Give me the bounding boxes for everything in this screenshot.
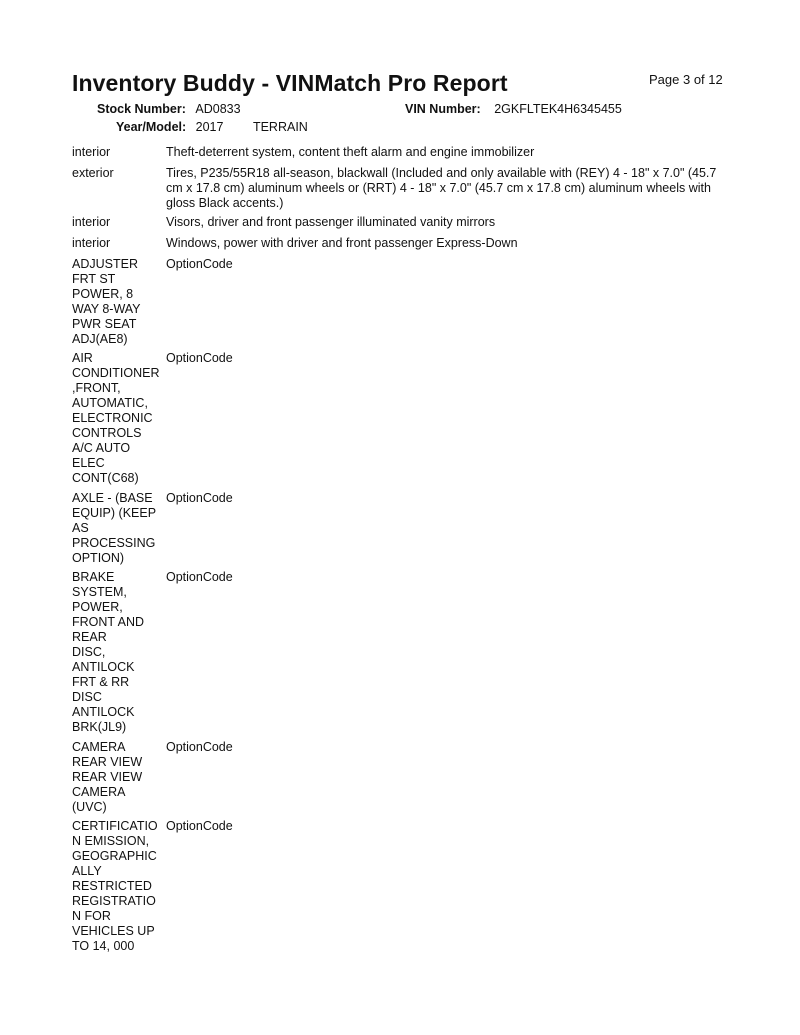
- row-category: interior: [72, 145, 111, 159]
- row-description: OptionCode: [166, 570, 233, 584]
- row-description: OptionCode: [166, 491, 233, 505]
- stock-number-field: [97, 102, 241, 116]
- row-description: OptionCode: [166, 740, 233, 754]
- year-model-label: Year/Model:: [116, 120, 187, 134]
- row-description: Theft-deterrent system, content theft alarm and engine immobilizer: [166, 145, 535, 159]
- row-category: BRAKE SYSTEM, POWER, FRONT AND REAR DISC, ANTILOCK FRT & RR DISC ANTILOCK BRK(JL9): [72, 570, 144, 734]
- vin-label: VIN Number:: [405, 102, 481, 116]
- row-description: Visors, driver and front passenger illuminated vanity mirrors: [166, 215, 496, 229]
- row-category: ADJUSTER FRT ST POWER, 8 WAY 8-WAY PWR SEAT ADJ(AE8): [72, 257, 141, 346]
- row-description: OptionCode: [166, 351, 233, 365]
- row-category: AXLE - (BASE EQUIP) (KEEP AS PROCESSING OPTION): [72, 491, 157, 565]
- year-value: 2017: [195, 120, 224, 134]
- year-model-field: [116, 120, 308, 134]
- row-description: Windows, power with driver and front passenger Express-Down: [166, 236, 518, 250]
- row-category: CAMERA REAR VIEW REAR VIEW CAMERA (UVC): [72, 740, 143, 814]
- stock-number-label: Stock Number:: [97, 102, 186, 116]
- row-category: AIR CONDITIONER ,FRONT, AUTOMATIC, ELECTRONIC CONTROLS A/C AUTO ELEC CONT(C68): [72, 351, 160, 485]
- page-number: Page 3 of 12: [649, 72, 723, 87]
- vin-field: [405, 102, 622, 116]
- stock-number-value: AD0833: [195, 102, 241, 116]
- row-category: exterior: [72, 166, 114, 180]
- row-description: OptionCode: [166, 819, 233, 833]
- row-category: CERTIFICATIO N EMISSION, GEOGRAPHIC ALLY RESTRICTED REGISTRATIO N FOR VEHICLES UP TO 14, 000: [72, 819, 158, 953]
- row-description: Tires, P235/55R18 all-season, blackwall (Included and only available with (REY) 4 - 18" x 7.0" (45.7 cm x 17.8 cm) aluminum wheels or (RRT) 4 - 18" x 7.0" (45.7 cm x 17.8 cm) aluminum wheels with gloss Black accents.): [166, 166, 717, 210]
- row-category: interior: [72, 215, 111, 229]
- vin-value: 2GKFLTEK4H6345455: [494, 102, 622, 116]
- report-title: Inventory Buddy - VINMatch Pro Report: [72, 70, 508, 96]
- row-description: OptionCode: [166, 257, 233, 271]
- model-value: TERRAIN: [252, 120, 308, 134]
- row-category: interior: [72, 236, 111, 250]
